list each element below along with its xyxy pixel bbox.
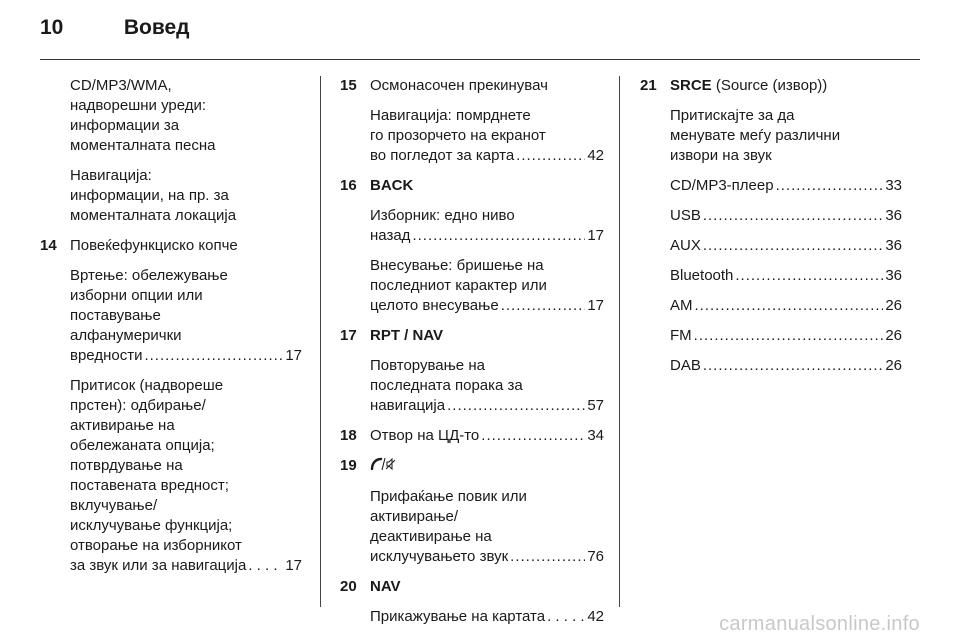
page-reference: назад ..... 17 (370, 226, 604, 246)
item-paragraph: Притискајте за да менувате меѓу различни извори на звук (670, 107, 841, 164)
column-divider-1 (320, 76, 321, 607)
item-17 (340, 326, 604, 416)
item-paragraph: Повторување на последната порака за навигација ..... 57 (370, 356, 604, 416)
item-paragraph: Вртење: обележување изборни опции или поставување алфанумерички вредности ..... 17 (70, 266, 302, 366)
item-number: 18 (340, 427, 357, 444)
watermark: carmanualsonline.info (719, 613, 920, 635)
page-reference: за звук или за навигација . . . 17 (70, 556, 302, 576)
item-number: 20 (340, 578, 357, 595)
intro-paragraph-2: Навигација: информации, на пр. за моменталната локација (70, 167, 237, 224)
item-paragraph (370, 426, 604, 446)
page-reference: навигација ..... 57 (370, 396, 604, 416)
item-number: 21 (640, 77, 657, 94)
list-item: CD/MP3-плеер ..... 33 (670, 176, 902, 196)
item-number: 19 (340, 457, 357, 474)
item-number: 14 (40, 237, 57, 254)
item-icon-title (370, 456, 604, 477)
list-item: DAB ..... 26 (670, 356, 902, 376)
item-title: Повеќефункциско копче (70, 237, 238, 254)
column-1 (40, 76, 302, 586)
list-item: AM ..... 26 (670, 296, 902, 316)
item-title: BACK (370, 177, 414, 194)
list-item: USB ..... 36 (670, 206, 902, 226)
item-paragraph: Изборник: едно ниво назад ..... 17 (370, 206, 604, 246)
item-number: 16 (340, 177, 357, 194)
item-number: 15 (340, 77, 357, 94)
item-18 (340, 426, 604, 446)
page-reference: Прикажување на картата . . . 42 (370, 607, 604, 627)
phone-mute-icon (370, 456, 396, 476)
page-number: 10 (40, 16, 64, 39)
column-divider-2 (619, 76, 620, 607)
page-reference: вредности ..... 17 (70, 346, 302, 366)
item-paragraph: Навигација: помрднете го прозорчето на екранот во погледот за карта ..... 42 (370, 106, 604, 166)
page-reference: целото внесување ..... 17 (370, 296, 604, 316)
item-14 (40, 236, 302, 576)
item-19 (340, 456, 604, 567)
intro-paragraph-1: CD/MP3/WMA, надворешни уреди: информации за моменталната песна (70, 77, 216, 154)
item-paragraph: Внесување: бришење на последниот карактер или целото внесување ..... 17 (370, 256, 604, 316)
page-title: Вовед (123, 16, 190, 39)
list-item: Bluetooth ..... 36 (670, 266, 902, 286)
item-paragraph: Прифаќање повик или активирање/ деактивирање на исклучувањето звук ..... 76 (370, 487, 604, 567)
item-paragraph: Притисок (надвореше прстен): одбирање/ активирање на обележаната опција; потврдување на поставената вредност; вклучување/ исклучување функција; отворање на изборникот за звук или за навигација . . . 17 (70, 376, 302, 576)
list-item: FM ..... 26 (670, 326, 902, 346)
column-2 (340, 76, 604, 637)
item-20 (340, 577, 604, 627)
item-title: RPT / NAV (370, 327, 444, 344)
item-21 (640, 76, 902, 376)
item-title: SRCE (Source (извор)) (670, 77, 828, 94)
source-list (670, 176, 902, 376)
page-reference: во погледот за карта ..... 42 (370, 146, 604, 166)
column-3 (640, 76, 902, 386)
page-reference: исклучувањето звук ..... 76 (370, 547, 604, 567)
item-16 (340, 176, 604, 316)
page-reference: Отвор на ЦД-то ..... 34 (370, 426, 604, 446)
list-item: AUX ..... 36 (670, 236, 902, 256)
header-rule (40, 59, 920, 60)
item-number: 17 (340, 327, 357, 344)
item-15 (340, 76, 604, 166)
item-title: NAV (370, 578, 401, 595)
item-title: Осмонасочен прекинувач (370, 77, 548, 94)
page-header (40, 16, 189, 40)
item-paragraph (370, 607, 604, 627)
